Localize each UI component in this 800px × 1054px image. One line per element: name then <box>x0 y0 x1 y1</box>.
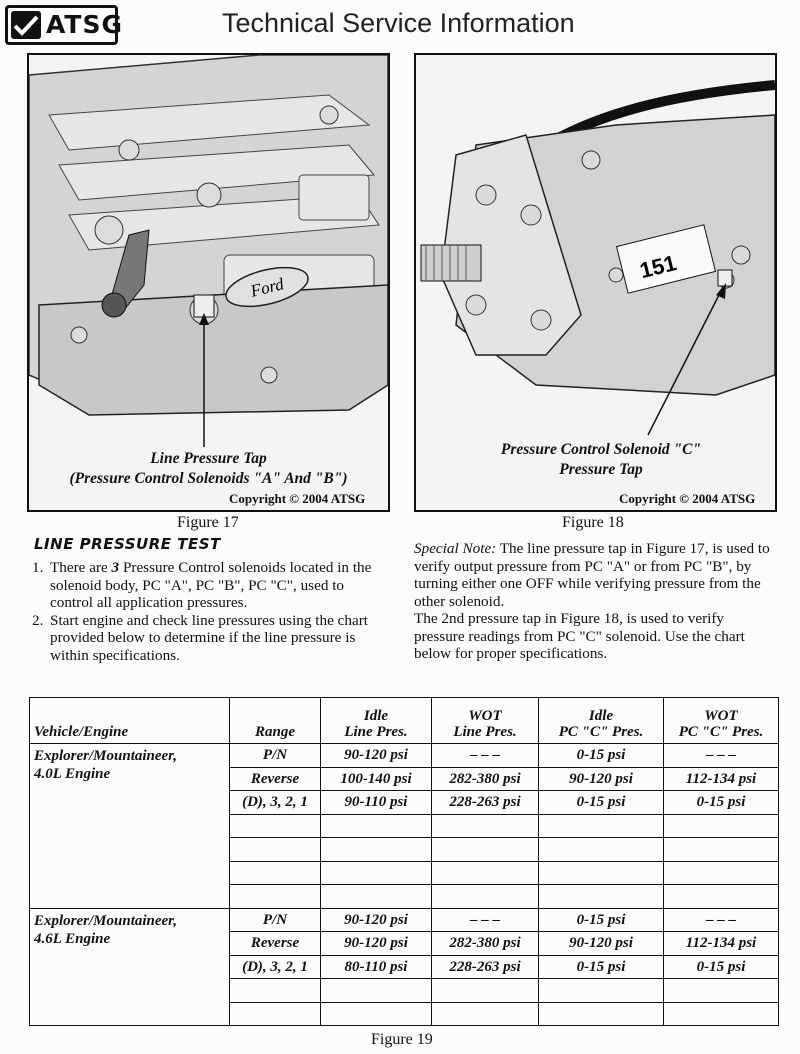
figure-17-label: Figure 17 <box>177 514 239 531</box>
logo-text: ATSG <box>46 10 123 39</box>
copyright: Copyright © 2004 ATSG <box>619 491 756 506</box>
header-wot-pc: WOT PC "C" Pres. <box>664 698 779 744</box>
figure-18 <box>414 53 777 512</box>
section-heading: LINE PRESSURE TEST <box>34 535 221 553</box>
figure-18-label: Figure 18 <box>562 514 624 531</box>
page-title: Technical Service Information <box>222 8 575 38</box>
step-1: 1. There are 3 Pressure Control solenoids located in the solenoid body, PC "A", PC "B", PC "C", used to control all application pressures. <box>32 559 372 611</box>
ford-emblem: Ford <box>248 274 286 301</box>
line-pressure-spec-table <box>29 697 779 1026</box>
step-2: 2. Start engine and check line pressures using the chart provided below to determine if the line pressure is within specifications. <box>32 611 368 664</box>
figure-19-label: Figure 19 <box>371 1031 433 1048</box>
header-idle-line: Idle Line Pres. <box>321 698 432 744</box>
special-note: Special Note: The line pressure tap in Figure 17, is used to verify output pressure from PC "A" or from PC "B", by turning either one OFF while verifying pressure from the other solenoid. The 2nd pressure tap in Figure 18, is used to verify pressure readings from PC "C" solenoid. Use the chart below for proper specifications. <box>414 540 770 662</box>
pc-c-pressure-tap-callout: Pressure Control Solenoid "C" Pressure Tap <box>500 441 702 478</box>
header-wot-line: WOT Line Pres. <box>432 698 539 744</box>
table-row: Reverse 90-120 psi 282-380 psi 90-120 psi 112-134 psi <box>30 932 779 956</box>
table-row: Explorer/Mountaineer, 4.6L Engine P/N 90-120 psi – – – 0-15 psi – – – <box>30 908 779 932</box>
header-range: Range <box>230 698 321 744</box>
figure-17 <box>27 53 390 512</box>
header-idle-pc: Idle PC "C" Pres. <box>539 698 664 744</box>
checkmark-icon <box>11 11 41 39</box>
atsg-logo <box>5 5 123 45</box>
header-vehicle: Vehicle/Engine <box>30 698 230 744</box>
table-row: Reverse 100-140 psi 282-380 psi 90-120 psi 112-134 psi <box>30 767 779 791</box>
table-row: (D), 3, 2, 1 90-110 psi 228-263 psi 0-15 psi 0-15 psi <box>30 791 779 815</box>
line-pressure-tap-callout: Line Pressure Tap (Pressure Control Solenoids "A" And "B") <box>69 450 348 487</box>
id-tag-number: 151 <box>637 250 679 284</box>
transmission-side-illustration <box>29 55 388 510</box>
table-row: (D), 3, 2, 1 80-110 psi 228-263 psi 0-15 psi 0-15 psi <box>30 955 779 979</box>
test-steps <box>32 559 377 664</box>
table-header-row <box>30 698 779 744</box>
table-row: Explorer/Mountaineer, 4.0L Engine P/N 90-120 psi – – – 0-15 psi – – – <box>30 744 779 768</box>
vehicle-cell: Explorer/Mountaineer, 4.6L Engine <box>30 908 230 1026</box>
copyright: Copyright © 2004 ATSG <box>229 491 366 506</box>
vehicle-cell: Explorer/Mountaineer, 4.0L Engine <box>30 744 230 909</box>
